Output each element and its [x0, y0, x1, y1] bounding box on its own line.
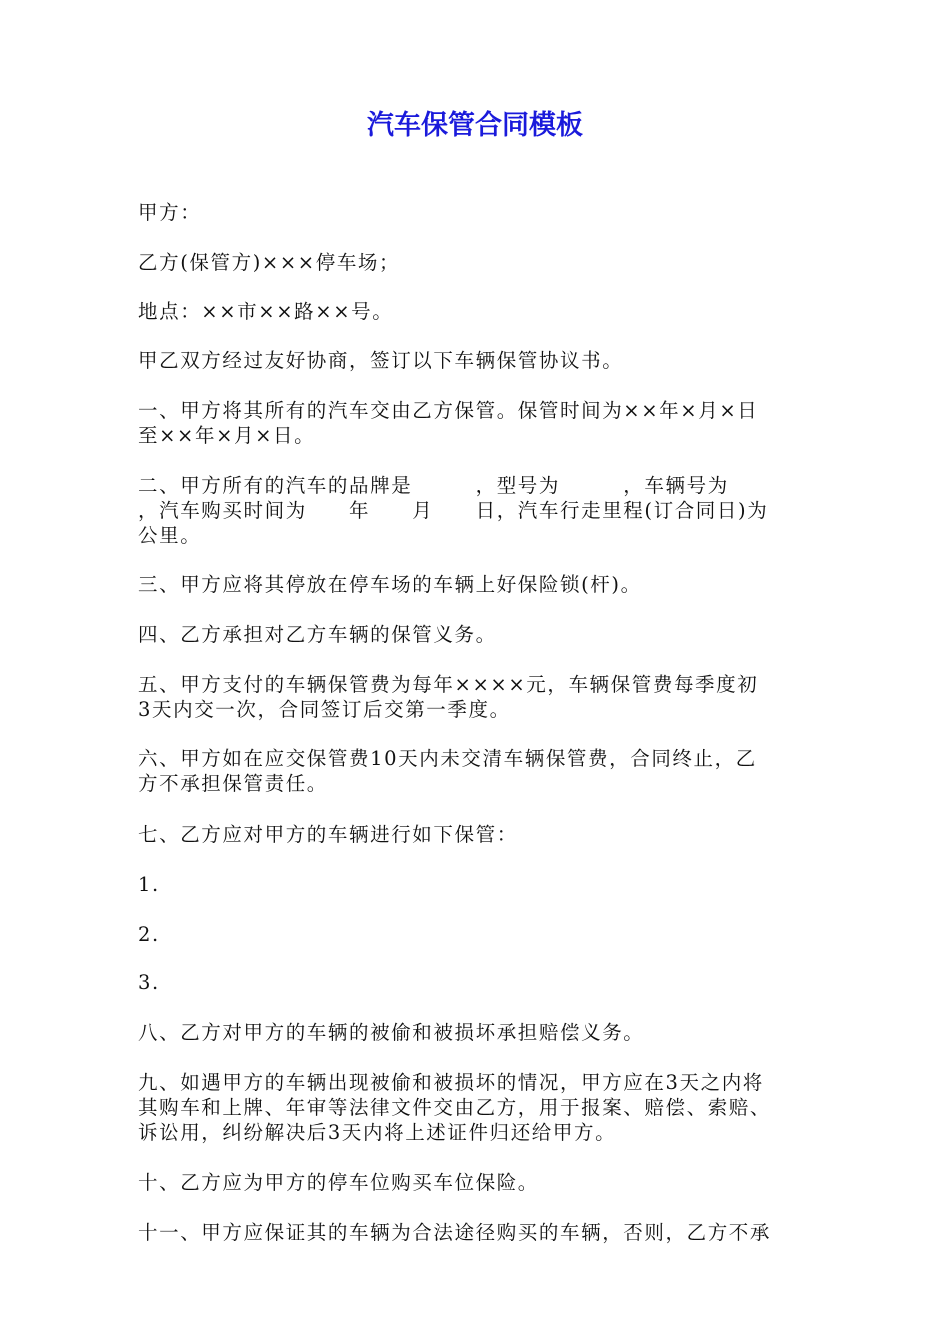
paragraph-line: 五、甲方支付的车辆保管费为每年××××元，车辆保管费每季度初: [138, 673, 759, 696]
paragraph-line: 诉讼用，纠纷解决后3天内将上述证件归还给甲方。: [138, 1121, 617, 1144]
paragraph-line: 至××年×月×日。: [138, 424, 316, 447]
clause-11: [138, 1220, 814, 1245]
paragraph-preamble: [138, 348, 814, 373]
clause-10: [138, 1170, 814, 1195]
paragraph-line: 公里。: [138, 524, 202, 547]
paragraph-line: 十一、甲方应保证其的车辆为合法途径购买的车辆，否则，乙方不承: [138, 1221, 772, 1244]
paragraph-party-a: [138, 200, 814, 225]
clause-1: [138, 398, 814, 448]
paragraph-line: 八、乙方对甲方的车辆的被偷和被损坏承担赔偿义务。: [138, 1021, 645, 1044]
paragraph-line: 1.: [138, 873, 160, 896]
clause-8: [138, 1020, 814, 1045]
paragraph-location: [138, 299, 814, 324]
clause-4: [138, 622, 814, 647]
list-item-2: [138, 922, 814, 947]
paragraph-line: 3天内交一次，合同签订后交第一季度。: [138, 698, 511, 721]
clause-3: [138, 572, 814, 597]
list-item-3: [138, 970, 814, 995]
clause-7: [138, 822, 814, 847]
paragraph-line: 二、甲方所有的汽车的品牌是 ，型号为 ，车辆号为: [138, 474, 729, 497]
paragraph-line: 乙方(保管方)×××停车场；: [138, 251, 401, 274]
clause-6: [138, 746, 814, 796]
paragraph-line: 六、甲方如在应交保管费10天内未交清车辆保管费，合同终止，乙: [138, 747, 757, 770]
paragraph-line: 三、甲方应将其停放在停车场的车辆上好保险锁(杆)。: [138, 573, 642, 596]
paragraph-line: 地点：××市××路××号。: [138, 300, 394, 323]
paragraph-line: 七、乙方应对甲方的车辆进行如下保管：: [138, 823, 518, 846]
paragraph-line: 方不承担保管责任。: [138, 772, 328, 795]
paragraph-line: 其购车和上牌、年审等法律文件交由乙方，用于报案、赔偿、索赔、: [138, 1096, 772, 1119]
paragraph-line: 十、乙方应为甲方的停车位购买车位保险。: [138, 1171, 539, 1194]
paragraph-line: 2.: [138, 923, 160, 946]
paragraph-party-b: [138, 250, 814, 275]
paragraph-line: 九、如遇甲方的车辆出现被偷和被损坏的情况，甲方应在3天之内将: [138, 1071, 764, 1094]
clause-5: [138, 672, 814, 722]
paragraph-line: 一、甲方将其所有的汽车交由乙方保管。保管时间为××年×月×日: [138, 399, 759, 422]
paragraph-line: ，汽车购买时间为 年 月 日，汽车行走里程(订合同日)为: [138, 499, 769, 522]
paragraph-line: 3.: [138, 971, 160, 994]
clause-9: [138, 1070, 814, 1145]
paragraph-line: 甲方：: [138, 201, 202, 224]
list-item-1: [138, 872, 814, 897]
document-title: 汽车保管合同模板: [367, 110, 583, 141]
clause-2: [138, 473, 814, 548]
paragraph-line: 四、乙方承担对乙方车辆的保管义务。: [138, 623, 497, 646]
paragraph-line: 甲乙双方经过友好协商，签订以下车辆保管协议书。: [138, 349, 624, 372]
